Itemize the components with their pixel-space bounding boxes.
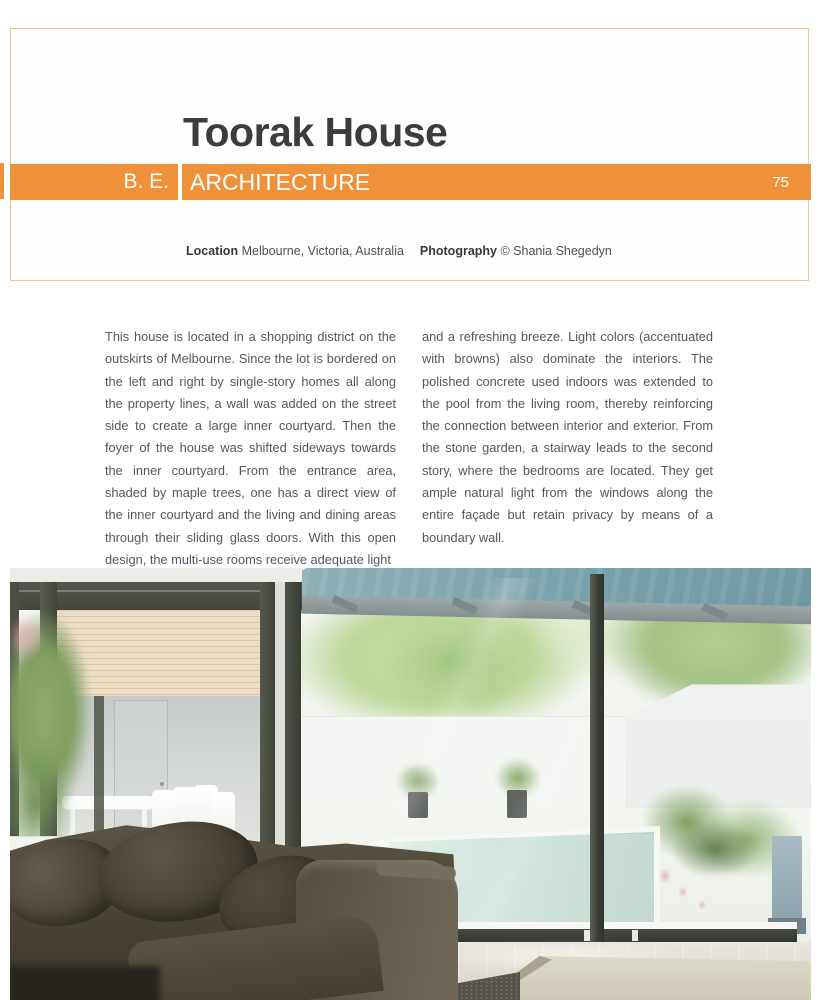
article-body bbox=[105, 326, 713, 571]
glass-mullion bbox=[590, 574, 604, 942]
page-number: 75 bbox=[772, 174, 789, 191]
outdoor-table bbox=[62, 796, 154, 809]
interior-photo bbox=[10, 568, 811, 1000]
glass-reflection bbox=[658, 868, 672, 884]
brand-name: ARCHITECTURE bbox=[190, 169, 371, 195]
tree-foliage bbox=[380, 613, 530, 713]
credits-caption bbox=[186, 244, 612, 258]
brand-banner bbox=[10, 164, 811, 200]
location-label: Location bbox=[186, 244, 239, 258]
banner-bleed-edge bbox=[0, 163, 4, 199]
brand-initials: B. E. bbox=[10, 164, 178, 200]
track-post bbox=[632, 930, 638, 941]
plant-pot bbox=[408, 792, 428, 818]
header-box bbox=[10, 28, 809, 281]
glass-reflection bbox=[698, 900, 706, 910]
glass-reflection bbox=[678, 886, 688, 898]
plant-pot bbox=[507, 790, 527, 818]
photography-label: Photography bbox=[419, 244, 497, 258]
brand-name-bar bbox=[182, 164, 811, 200]
sofa-shadow bbox=[10, 966, 160, 1000]
location-value: Melbourne, Victoria, Australia bbox=[241, 244, 404, 258]
photography-value: © Shania Shegedyn bbox=[500, 244, 612, 258]
article-column-right: and a refreshing breeze. Light colors (accentuated with browns) also dominate the interiors. The polished concrete used indoors was extended to the pool from the living room, thereby reinforcing the connection between interior and exterior. From the stone garden, a stairway leads to the second story, where the bedrooms are located. They get ample natural light from the windows along the entire façade but retain privacy by means of a boundary wall. bbox=[422, 329, 713, 545]
agave-plants bbox=[670, 820, 760, 878]
door-handle bbox=[160, 782, 164, 786]
article-column-left: This house is located in a shopping district on the outskirts of Melbourne. Since the lot is bordered on the left and right by single-story homes all along the property lines, a wall was added on the street side to create a large inner courtyard. Then the foyer of the house was shifted sideways towards the inner courtyard. From the entrance area, shaded by maple trees, one has a direct view of the inner courtyard and the living and dining areas through their sliding glass doors. With this open design, the multi-use rooms receive adequate light bbox=[105, 329, 396, 567]
page-title: Toorak House bbox=[183, 109, 448, 155]
